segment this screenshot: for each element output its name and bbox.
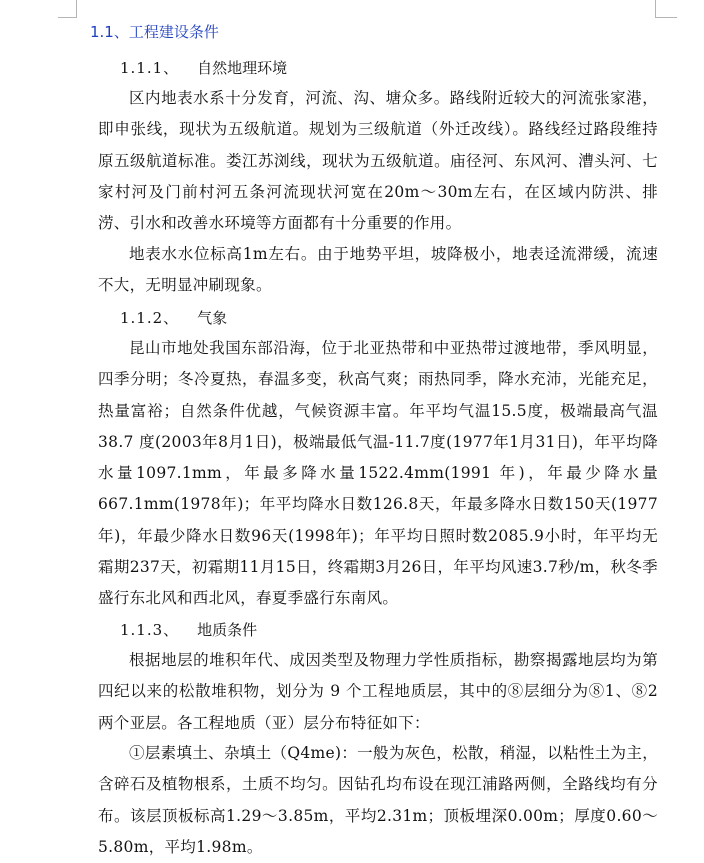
paragraph-strata-overview: 根据地层的堆积年代、成因类型及物理力学性质指标，勘察揭露地层均为第四纪以来的松散堆积物，划分为 9 个工程地质层，其中的⑧层细分为⑧1、⑧2 两个亚层。各工程地质（亚）层分布特征如下：: [98, 651, 658, 732]
crop-mark-top-right-vertical: [655, 0, 656, 18]
paragraph-climate: 昆山市地处我国东部沿海，位于北亚热带和中亚热带过渡地带，季风明显，四季分明；冬冷夏热，春温多变，秋高气爽；雨热同季，降水充沛，光能充足，热量富裕；自然条件优越，气候资源丰富。年平均气温15.5度，极端最高气温38.7 度(2003年8月1日)，极端最低气温-11.7度(1977年1月31日)，年平均降水量1097.1mm，年最多降水量1522.4mm(1991 年)，年最少降水量667.1mm(1978年)；年平均降水日数126.8天，年最多降水日数150天(1977年)，年最少降水日数96天(1998年)；年平均日照时数2085.9小时，年平均无霜期237天，初霜期11月15日，终霜期3月26日，年平均风速3.7秒/m，秋冬季盛行东北风和西北风，春夏季盛行东南风。: [98, 339, 658, 608]
subsection-number: 1.1.3、: [120, 621, 180, 639]
paragraph-water-system: 区内地表水系十分发育，河流、沟、塘众多。路线附近较大的河流张家港，即申张线，现状为五级航道。规划为三级航道（外迁改线）。路线经过路段维持原五级航道标准。娄江苏浏线，现状为五级航道。庙径河、东风河、漕头河、七家村河及门前村河五条河流现状河宽在20m～30m左右，在区域内防洪、排涝、引水和改善水环境等方面都有十分重要的作用。: [98, 89, 658, 233]
crop-mark-top-left-horizontal: [58, 17, 77, 18]
section-heading: 1.1、工程建设条件: [90, 23, 219, 41]
subsection-title: 气象: [197, 309, 228, 327]
subsection-heading-geology: [120, 619, 257, 641]
paragraph-layer-1: ①层素填土、杂填土（Q4me)：一般为灰色，松散，稍湿，以粘性土为主，含碎石及植物根系，土质不均匀。因钻孔均布设在现江浦路两侧，全路线均有分布。该层顶板标高1.29～3.85m，平均2.31m；顶板埋深0.00m；厚度0.60～5.80m，平均1.98m。: [98, 744, 658, 856]
subsection-title: 自然地理环境: [197, 59, 288, 77]
crop-mark-top-right-horizontal: [655, 17, 677, 18]
crop-mark-top-left-vertical: [76, 0, 77, 18]
paragraph-water-level: 地表水水位标高1m左右。由于地势平坦，坡降极小，地表迳流滞缓，流速不大，无明显冲刷现象。: [98, 245, 658, 295]
subsection-number: 1.1.2、: [120, 309, 180, 327]
subsection-heading-climate: [120, 307, 227, 329]
subsection-heading-natural-geography: [120, 57, 287, 79]
subsection-number: 1.1.1、: [120, 59, 180, 77]
subsection-title: 地质条件: [197, 621, 258, 639]
